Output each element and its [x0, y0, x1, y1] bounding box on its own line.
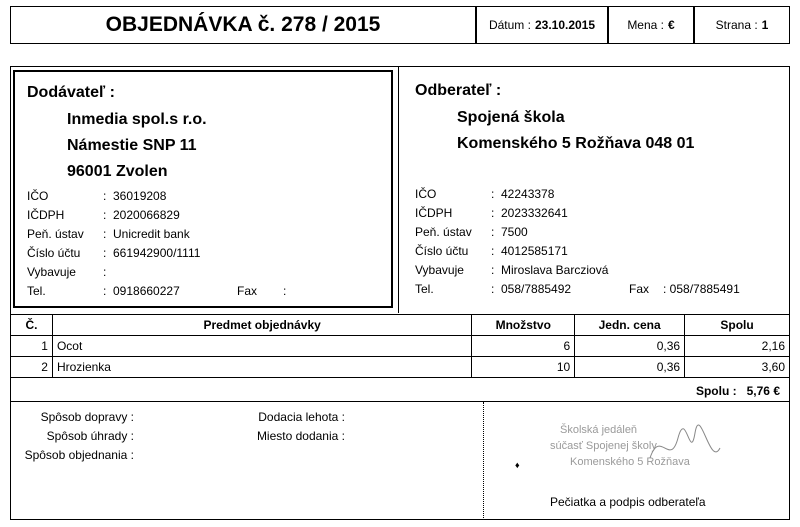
- customer-ico-row: IČO : 42243378: [415, 187, 555, 201]
- order-method-label: Spôsob objednania :: [24, 448, 134, 462]
- date-value: 23.10.2015: [534, 18, 596, 32]
- row-no: 1: [11, 336, 53, 357]
- col-name-header: Predmet objednávky: [52, 315, 471, 336]
- customer-tel-row: Tel. : 058/7885492 Fax : 058/7885491: [415, 282, 740, 296]
- date-label: Dátum :: [488, 18, 531, 32]
- supplier-heading: Dodávateľ :: [27, 84, 115, 101]
- customer-account-row: Číslo účtu : 4012585171: [415, 244, 568, 258]
- customer-name: Spojená škola: [457, 109, 565, 126]
- currency-label: Mena :: [627, 18, 664, 32]
- supplier-city: 96001 Zvolen: [67, 163, 168, 180]
- table-row: [11, 336, 790, 357]
- party-divider: [398, 66, 399, 313]
- sum-label: Spolu :: [695, 383, 737, 398]
- row-name: Hrozienka: [52, 357, 471, 378]
- supplier-box: [13, 70, 393, 308]
- customer-address: Komenského 5 Rožňava 048 01: [457, 135, 695, 152]
- page-label: Strana :: [715, 18, 758, 32]
- supplier-ico-row: IČO : 36019208: [27, 189, 167, 203]
- currency-cell: [608, 6, 694, 44]
- order-title: OBJEDNÁVKA č. 278 / 2015: [10, 6, 476, 44]
- row-name: Ocot: [52, 336, 471, 357]
- supplier-street: Námestie SNP 11: [67, 137, 197, 154]
- supplier-tel-row: Tel. : 0918660227 Fax :: [27, 284, 287, 298]
- col-no-header: Č.: [11, 315, 53, 336]
- row-no: 2: [11, 357, 53, 378]
- sum-value: 5,76 €: [746, 383, 780, 398]
- items-header-row: [11, 315, 790, 336]
- date-cell: [476, 6, 608, 44]
- customer-icdph-row: IČDPH : 2023332641: [415, 206, 568, 220]
- row-total: 2,16: [685, 336, 790, 357]
- row-total: 3,60: [685, 357, 790, 378]
- school-stamp: Školská jedáleň súčasť Spojenej školy Komenského 5 Rožňava: [550, 424, 690, 468]
- page-cell: [694, 6, 790, 44]
- row-qty: 10: [472, 357, 575, 378]
- sum-row: [10, 380, 790, 402]
- items-table: [10, 314, 790, 378]
- delivery-place-label: Miesto dodania :: [256, 429, 345, 443]
- customer-contact-row: Vybavuje : Miroslava Barcziová: [415, 263, 609, 277]
- page-value: 1: [761, 18, 769, 32]
- signature-caption: Pečiatka a podpis odberateľa: [550, 495, 706, 509]
- table-row: [11, 357, 790, 378]
- col-unit-header: Jedn. cena: [575, 315, 685, 336]
- col-qty-header: Množstvo: [472, 315, 575, 336]
- supplier-bank-row: Peň. ústav : Unicredit bank: [27, 227, 190, 241]
- transport-label: Spôsob dopravy :: [40, 410, 134, 424]
- supplier-name: Inmedia spol.s r.o.: [67, 111, 207, 128]
- row-unit-price: 0,36: [575, 357, 685, 378]
- supplier-icdph-row: IČDPH : 2020066829: [27, 208, 180, 222]
- col-total-header: Spolu: [685, 315, 790, 336]
- customer-heading: Odberateľ :: [415, 82, 502, 99]
- payment-label: Spôsob úhrady :: [46, 429, 134, 443]
- stamp-mark: ♦: [515, 460, 520, 470]
- delivery-time-label: Dodacia lehota :: [258, 410, 345, 424]
- signature-divider: [483, 402, 484, 520]
- customer-bank-row: Peň. ústav : 7500: [415, 225, 528, 239]
- supplier-account-row: Číslo účtu : 661942900/1111: [27, 246, 201, 260]
- supplier-contact-row: Vybavuje :: [27, 265, 107, 279]
- row-qty: 6: [472, 336, 575, 357]
- row-unit-price: 0,36: [575, 336, 685, 357]
- currency-value: €: [668, 18, 675, 32]
- signature-scribble: [640, 418, 730, 478]
